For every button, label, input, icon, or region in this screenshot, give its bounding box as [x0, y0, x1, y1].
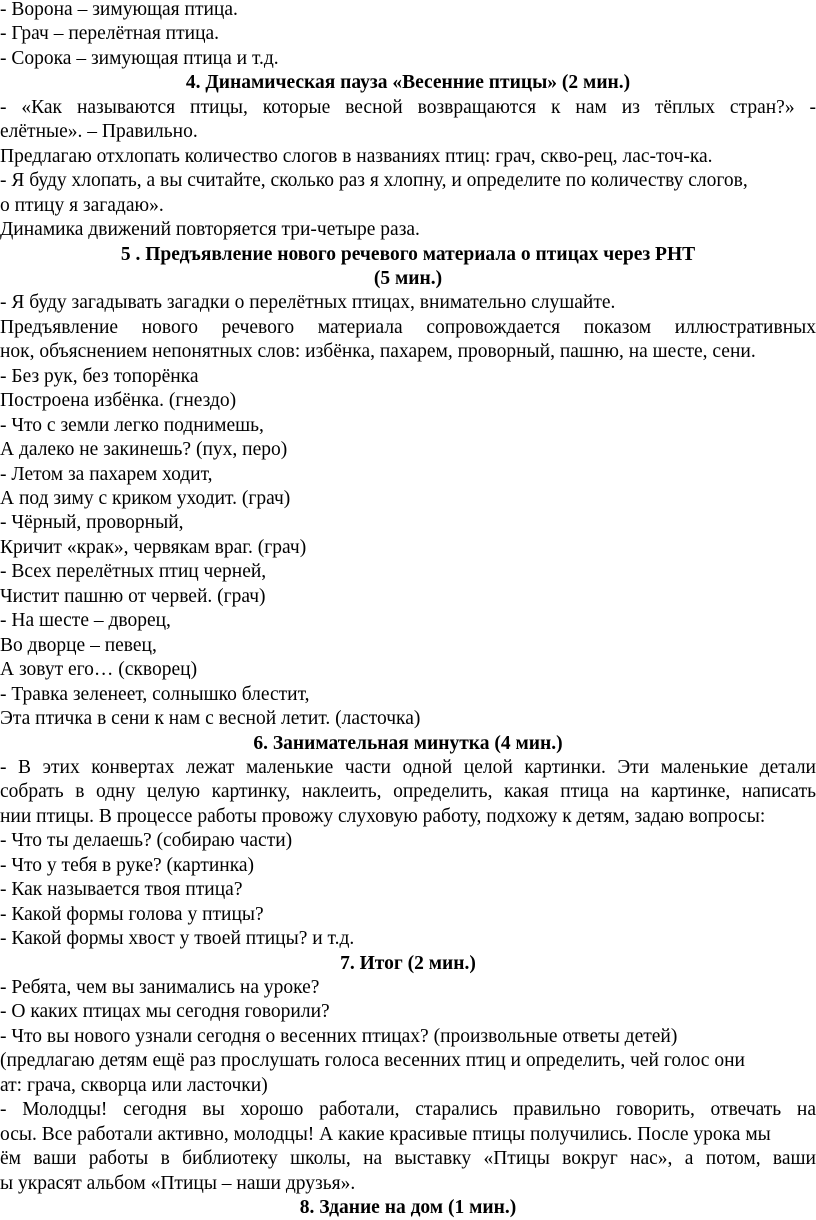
section-heading: 7. Итог (2 мин.): [340, 952, 476, 974]
text-line: - Какой формы хвост у твоей птицы? и т.д.: [0, 928, 355, 950]
text-line: - Что ты делаешь? (собираю части): [0, 830, 293, 852]
text-line: ы украсят альбом «Птицы – наши друзья».: [0, 1172, 356, 1194]
text-line: ём ваши работы в библиотеку школы, на выставку «Птицы вокруг нас», а потом, ваши: [0, 1148, 816, 1170]
text-line: Динамика движений повторяется три-четыре раза.: [0, 219, 420, 241]
text-line: - На шесте – дворец,: [0, 610, 171, 632]
section-heading: 6. Занимательная минутка (4 мин.): [253, 732, 563, 754]
text-line: Предъявление нового речевого материала сопровождается показом иллюстративных: [0, 316, 816, 338]
text-line: Эта птичка в сени к нам с весной летит. (ласточка): [0, 708, 421, 730]
text-line: Кричит «крак», червякам враг. (грач): [0, 536, 307, 558]
text-line: Чистит пашню от червей. (грач): [0, 585, 266, 607]
section-heading: 5 . Предъявление нового речевого материала о птицах через РНТ: [120, 243, 696, 265]
text-line: - Ребята, чем вы занимались на уроке?: [0, 977, 320, 998]
text-line: - Летом за пахарем ходит,: [0, 463, 213, 485]
text-line: нии птицы. В процессе работы провожу слуховую работу, подхожу к детям, задаю вопросы:: [0, 805, 766, 827]
section-heading: (5 мин.): [373, 267, 443, 289]
section-heading: 8. Здание на дом (1 мин.): [299, 1197, 517, 1219]
text-line: - Я буду хлопать, а вы считайте, сколько раз я хлопну, и определите по количеству слогов,: [0, 170, 748, 192]
text-line: - Без рук, без топорёнка: [0, 365, 199, 387]
text-line: - Молодцы! сегодня вы хорошо работали, старались правильно говорить, отвечать на: [0, 1099, 816, 1121]
text-line: - «Как называются птицы, которые весной возвращаются к нам из тёплых стран?» -: [0, 96, 816, 118]
text-line: Предлагаю отхлопать количество слогов в названиях птиц: грач, скво-рец, лас-точ-ка.: [0, 145, 713, 167]
text-line: - Сорока – зимующая птица и т.д.: [0, 47, 279, 69]
text-line: А под зиму с криком уходит. (грач): [0, 488, 291, 509]
text-line: - Всех перелётных птиц черней,: [0, 561, 267, 583]
text-line: - Какой формы голова у птицы?: [0, 903, 264, 925]
text-line: А далеко не закинешь? (пух, перо): [0, 439, 288, 461]
text-line: - О каких птицах мы сегодня говорили?: [0, 1001, 330, 1023]
section-heading: 4. Динамическая пауза «Весенние птицы» (2 мин.): [185, 72, 631, 94]
text-line: собрать в одну целую картинку, наклеить, определить, какая птица на картинке, написать: [0, 781, 816, 803]
text-line: - Что вы нового узнали сегодня о весенних птицах? (произвольные ответы детей): [0, 1025, 678, 1047]
text-line: - Я буду загадывать загадки о перелётных птицах, внимательно слушайте.: [0, 292, 616, 314]
text-line: нок, объяснением непонятных слов: избёнка, пахарем, проворный, пашню, на шесте, сени.: [0, 341, 756, 363]
text-line: о птицу я загадаю».: [0, 194, 164, 216]
text-line: - Как называется твоя птица?: [0, 879, 243, 901]
text-line: елётные». – Правильно.: [0, 121, 198, 143]
text-line: (предлагаю детям ещё раз прослушать голоса весенних птиц и определить, чей голос они: [0, 1050, 745, 1072]
text-line: Во дворце – певец,: [0, 634, 157, 656]
text-line: А зовут его… (скворец): [0, 659, 198, 681]
text-line: - Грач – перелётная птица.: [0, 23, 220, 45]
text-line: - Что у тебя в руке? (картинка): [0, 854, 255, 876]
text-line: - Ворона – зимующая птица.: [0, 0, 238, 20]
text-line: Построена избёнка. (гнездо): [0, 390, 237, 412]
text-line: ат: грача, скворца или ласточки): [0, 1074, 268, 1096]
text-line: - Что с земли легко поднимешь,: [0, 414, 264, 436]
text-line: осы. Все работали активно, молодцы! А какие красивые птицы получились. После урока мы: [0, 1123, 771, 1145]
text-line: - Чёрный, проворный,: [0, 512, 184, 534]
text-line: - Травка зеленеет, солнышко блестит,: [0, 683, 310, 705]
text-line: - В этих конвертах лежат маленькие части одной целой картинки. Эти маленькие детали: [0, 756, 816, 778]
